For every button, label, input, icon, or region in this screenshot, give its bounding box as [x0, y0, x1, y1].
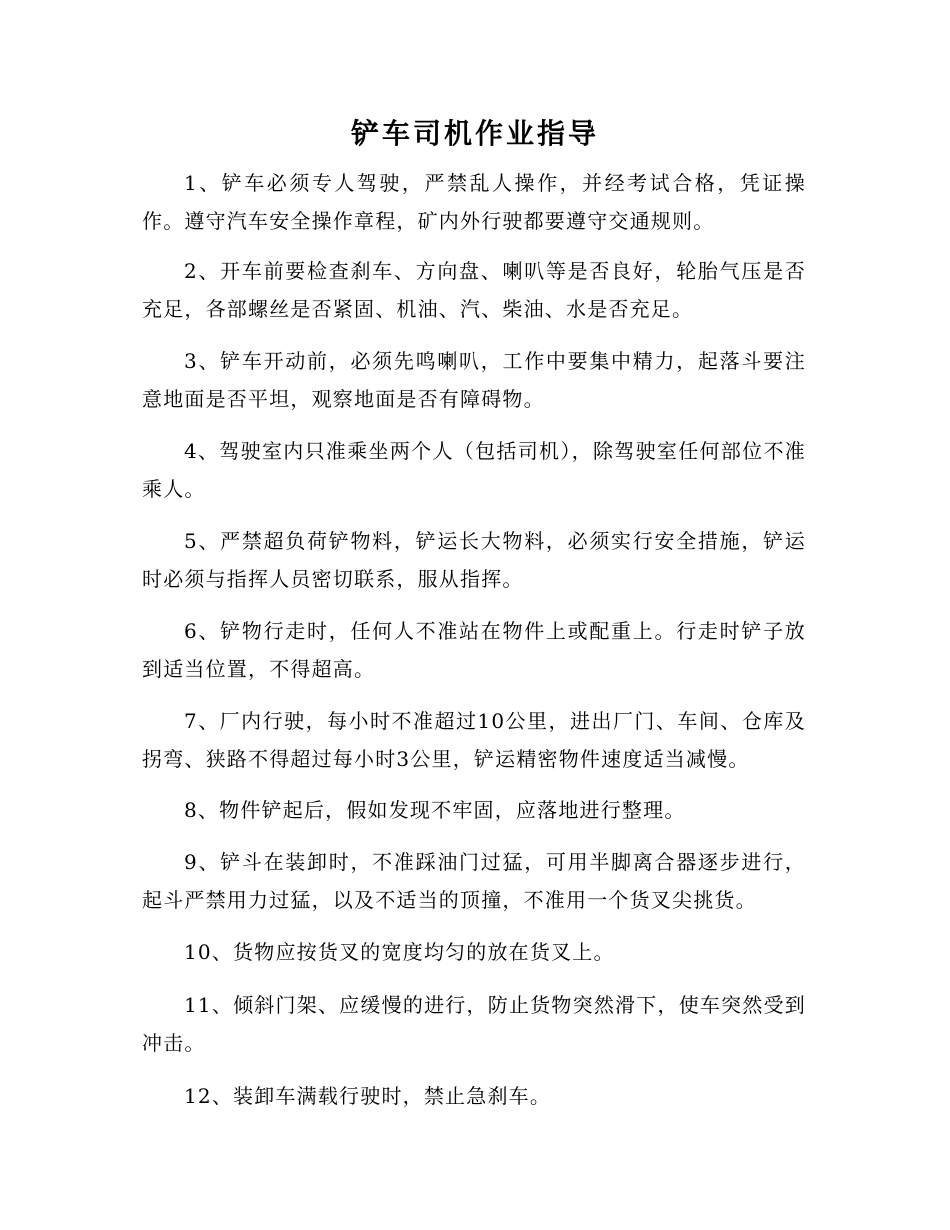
instruction-item-11: 11、倾斜门架、应缓慢的进行，防止货物突然滑下，使车突然受到冲击。	[142, 993, 806, 1055]
instruction-item-5: 5、严禁超负荷铲物料，铲运长大物料，必须实行安全措施，铲运时必须与指挥人员密切联系，服从指挥。	[142, 529, 806, 591]
instruction-item-3: 3、铲车开动前，必须先鸣喇叭，工作中要集中精力，起落斗要注意地面是否平坦，观察地面是否有障碍物。	[142, 349, 806, 411]
instruction-item-4: 4、驾驶室内只准乘坐两个人（包括司机），除驾驶室任何部位不准乘人。	[142, 439, 806, 501]
instruction-item-8: 8、物件铲起后，假如发现不牢固，应落地进行整理。	[184, 798, 686, 822]
instruction-item-6: 6、铲物行走时，任何人不准站在物件上或配重上。行走时铲子放到适当位置，不得超高。	[142, 619, 806, 681]
instruction-item-12: 12、装卸车满载行驶时，禁止急刹车。	[184, 1084, 552, 1108]
instruction-item-1: 1、铲车必须专人驾驶，严禁乱人操作，并经考试合格，凭证操作。遵守汽车安全操作章程，矿内外行驶都要遵守交通规则。	[142, 171, 806, 233]
instruction-item-10: 10、货物应按货叉的宽度均匀的放在货叉上。	[184, 940, 615, 964]
instruction-item-7: 7、厂内行驶，每小时不准超过10公里，进出厂门、车间、仓库及拐弯、狭路不得超过每小时3公里，铲运精密物件速度适当减慢。	[142, 709, 806, 771]
document-title: 铲车司机作业指导	[350, 117, 599, 150]
instruction-item-2: 2、开车前要检查刹车、方向盘、喇叭等是否良好，轮胎气压是否充足，各部螺丝是否紧固、机油、汽、柴油、水是否充足。	[142, 259, 806, 321]
instruction-item-9: 9、铲斗在装卸时，不准踩油门过猛，可用半脚离合器逐步进行，起斗严禁用力过猛，以及不适当的顶撞，不准用一个货叉尖挑货。	[142, 850, 806, 912]
